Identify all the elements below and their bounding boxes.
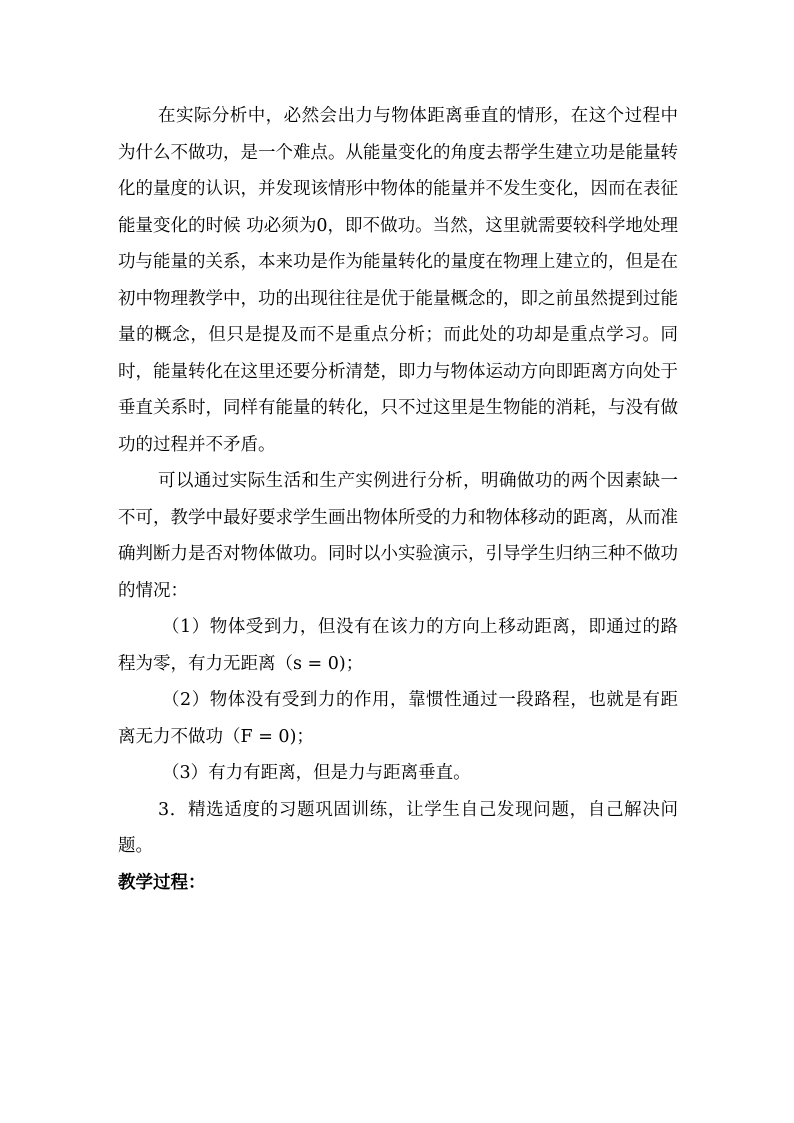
paragraph-energy-analysis: 在实际分析中，必然会出力与物体距离垂直的情形，在这个过程中为什么不做功，是一个难点。从能量变化的角度去帮学生建立功是能量转化的量度的认识，并发现该情形中物体的能量并不发生变化，因而在表征能量变化的时候 功必须为0，即不做功。当然，这里就需要较科学地处理功与能量的关系，本来功是作为能量转化的量度在物理上建立的，但是在初中物理教学中，功的出现往往是优于能量概念的，即之前虽然提到过能量的概念，但只是提及而不是重点分析；而此处的功却是重点学习。同时，能量转化在这里还要分析清楚，即力与物体运动方向即距离方向处于垂直关系时，同样有能量的转化，只不过这里是生物能的消耗，与没有做功的过程并不矛盾。 — [118, 106, 678, 455]
section-heading-teaching-process: 教学过程： — [118, 872, 206, 893]
case-item-3: （3）有力有距离，但是力与距离垂直。 — [162, 763, 471, 783]
point-3-exercises: 3．精选适度的习题巩固训练，让学生自己发现问题，自己解决问题。 — [118, 799, 678, 856]
case-item-1: （1）物体受到力，但没有在该力的方向上移动距离，即通过的路程为零，有力无距离（s = 0)； — [118, 617, 678, 674]
case-item-2: （2）物体没有受到力的作用，靠惯性通过一段路程，也就是有距离无力不做功（F = 0)； — [118, 690, 678, 747]
paragraph-examples: 可以通过实际生活和生产实例进行分析，明确做功的两个因素缺一不可，教学中最好要求学生画出物体所受的力和物体移动的距离，从而准确判断力是否对物体做功。同时以小实验演示，引导学生归纳三种不做功的情况： — [118, 471, 678, 601]
document-page — [118, 98, 678, 901]
